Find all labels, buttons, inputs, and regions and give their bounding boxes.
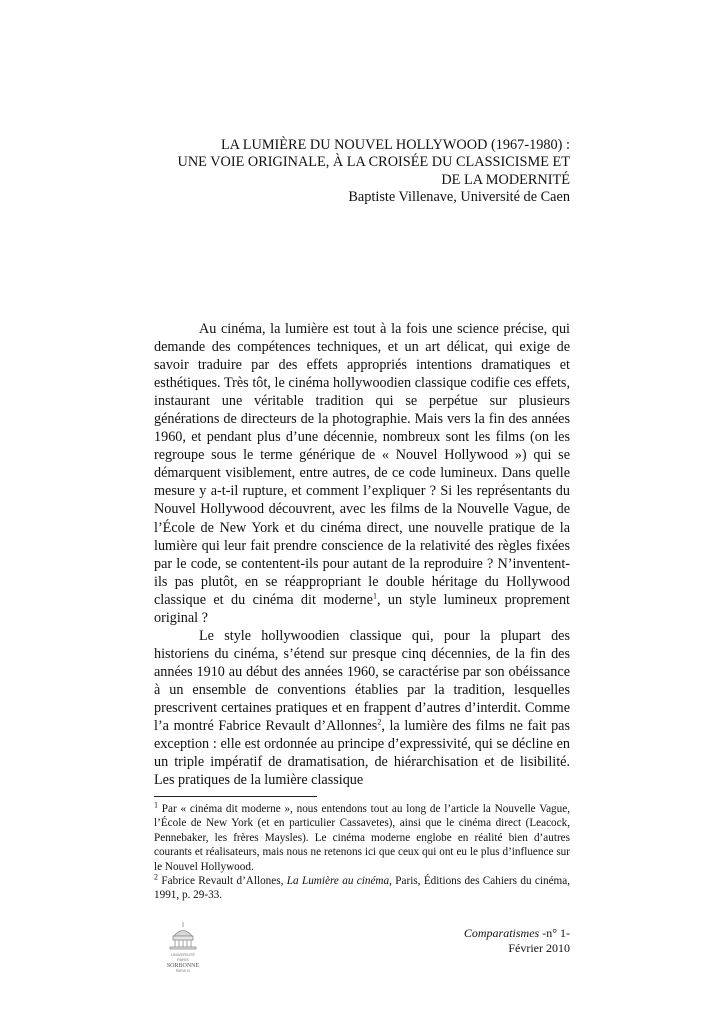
footnote-ref-2[interactable]: 2 xyxy=(377,717,382,727)
author-line: Baptiste Villenave, Université de Caen xyxy=(348,188,570,205)
paragraph-2-text: Le style hollywoodien classique qui, pour la plupart des historiens du cinéma, s’étend sur presque cinq décennies, de la fin des années 1910 au début des années 1960, se caractérise par son obéissance à un ensemble de conventions établies par la tradition, lesquelles prescrivent certaines pratiques et en frappent d’autres d’interdit. Comme l’a montré Fabrice Revault d’Allonnes xyxy=(154,627,570,735)
logo-text-3: SORBONNE xyxy=(166,963,200,969)
article-header xyxy=(178,137,571,206)
footnote-2-number: 2 xyxy=(154,872,158,882)
logo-text-2: PARIS xyxy=(177,957,189,962)
paragraph-1 xyxy=(154,320,570,627)
title-line-3: DE LA MODERNITÉ xyxy=(441,171,570,188)
article-body xyxy=(154,320,570,789)
university-logo xyxy=(152,920,214,974)
footnote-1-number: 1 xyxy=(154,800,158,810)
footnote-1 xyxy=(154,802,570,874)
footnote-divider xyxy=(154,796,317,797)
issue-date: Février 2010 xyxy=(508,941,570,955)
sorbonne-dome-icon xyxy=(152,920,214,974)
footnote-1-text: Par « cinéma dit moderne », nous entendons tout au long de l’article la Nouvelle Vague, l’École de New York (et en particulier Cassavetes), ainsi que le cinéma direct (Leacock, Pennebaker, les frères Maysles). Le cinéma moderne englobe en réalité bien d’autres courants et réalisateurs, mais nous ne retenons ici que ceux qui ont eu le plus d’influence sur le Nouvel Hollywood. xyxy=(154,803,570,873)
footnote-2-post: , Paris, Éditions des Cahiers du cinéma, 1991, p. 29-33. xyxy=(154,875,571,902)
paragraph-2 xyxy=(154,627,570,789)
paragraph-1-text: Au cinéma, la lumière est tout à la fois une science précise, qui demande des compétences techniques, et un art délicat, qui exige de savoir traduire par des effets appropriés intentions dramatiques et esthétiques. Très tôt, le cinéma hollywoodien classique codifie ces effets, instaurant une véritable tradition qui se perpétue sur plusieurs générations de directeurs de la photographie. Mais vers la fin des années 1960, et pendant plus d’une décennie, nombreux sont les films (on les regroupe sous le terme générique de « Nouvel Hollywood ») qui se démarquent visiblement, entre autres, de ce code lumineux. Dans quelle mesure y a-t-il rupture, et comment l’expliquer ? Si les représentants du Nouvel Hollywood découvrent, avec les films de la Nouvelle Vague, de l’École de New York et du cinéma direct, une nouvelle pratique de la lumière qui leur fait prendre conscience de la relativité des règles fixées par le code, se contentent-ils pour autant de la reproduire ? N’inventent-ils pas plutôt, en se réappropriant le double héritage du Hollywood classique et du cinéma dit moderne xyxy=(154,321,570,608)
paragraph-2-end: , la lumière des films ne fait pas exception : elle est ordonnée au principe d’expressivité, qui se décline en un triple impératif de dramatisation, de hiérarchisation et de lisibilité. Les pratiques de la lumière classique xyxy=(154,718,570,789)
footnotes xyxy=(154,802,570,903)
logo-text-1: UNIVERSITÉ xyxy=(170,952,196,957)
footnote-ref-1[interactable]: 1 xyxy=(372,590,377,600)
title-line-2: UNE VOIE ORIGINALE, À LA CROISÉE DU CLASSICISME ET xyxy=(177,154,570,171)
logo-text-4: PARIS IV xyxy=(175,969,191,973)
issue-number: -n° 1- xyxy=(539,926,570,940)
paragraph-1-end: , un style lumineux proprement original ? xyxy=(154,591,570,626)
title-line-1: LA LUMIÈRE DU NOUVEL HOLLYWOOD (1967-1980) : xyxy=(220,137,570,153)
journal-footer xyxy=(464,926,570,956)
footnote-2-pre: Fabrice Revault d’Allones, xyxy=(158,875,287,888)
footnote-2-title: La Lumière au cinéma xyxy=(286,875,390,888)
footnote-2 xyxy=(154,874,570,903)
journal-name: Comparatismes xyxy=(463,926,540,940)
journal-issue-line xyxy=(464,926,570,941)
